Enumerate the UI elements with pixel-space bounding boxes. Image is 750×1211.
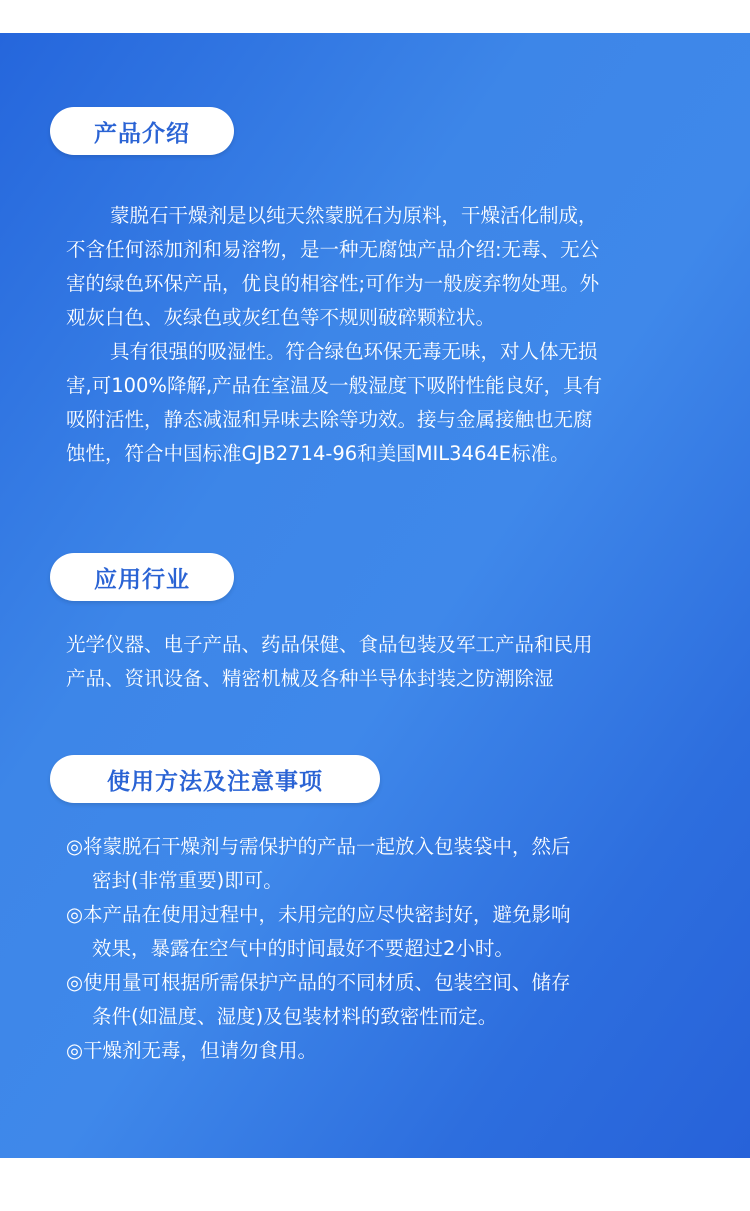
section-title-industry	[50, 553, 234, 601]
text-line: 害,可100%降解,产品在室温及一般湿度下吸附性能良好，具有	[66, 374, 603, 397]
blue-content-panel	[0, 33, 750, 1158]
section-title-product-intro	[50, 107, 234, 155]
usage-text	[66, 830, 696, 1068]
text-line: ◎本产品在使用过程中，未用完的应尽快密封好，避免影响	[66, 903, 571, 926]
text-line: ◎干燥剂无毒，但请勿食用。	[66, 1039, 318, 1062]
text-line: 蒙脱石干燥剂是以纯天然蒙脱石为原料，干燥活化制成，	[110, 204, 598, 227]
text-line: 产品、资讯设备、精密机械及各种半导体封装之防潮除湿	[66, 667, 554, 690]
text-line: 光学仪器、电子产品、药品保健、食品包装及军工产品和民用	[66, 633, 593, 656]
section-title-text: 产品介绍	[94, 120, 190, 147]
text-line: 不含任何添加剂和易溶物，是一种无腐蚀产品介绍:无毒、无公	[66, 238, 600, 261]
text-line: ◎将蒙脱石干燥剂与需保护的产品一起放入包装袋中，然后	[66, 835, 571, 858]
text-line: 效果，暴露在空气中的时间最好不要超过2小时。	[92, 937, 514, 960]
product-intro-text	[66, 199, 696, 471]
text-line: 观灰白色、灰绿色或灰红色等不规则破碎颗粒状。	[66, 306, 496, 329]
section-title-text: 应用行业	[94, 566, 190, 593]
text-line: 吸附活性，静态减湿和异味去除等功效。接与金属接触也无腐	[66, 408, 593, 431]
text-line: 具有很强的吸湿性。符合绿色环保无毒无味，对人体无损	[110, 340, 598, 363]
text-line: ◎使用量可根据所需保护产品的不同材质、包装空间、储存	[66, 971, 571, 994]
section-title-usage	[50, 755, 380, 803]
section-title-text: 使用方法及注意事项	[107, 768, 323, 795]
text-line: 条件(如温度、湿度)及包装材料的致密性而定。	[92, 1005, 498, 1028]
text-line: 害的绿色环保产品，优良的相容性;可作为一般废弃物处理。外	[66, 272, 600, 295]
text-line: 蚀性，符合中国标准GJB2714-96和美国MIL3464E标准。	[66, 442, 570, 465]
industry-text	[66, 628, 696, 696]
text-line: 密封(非常重要)即可。	[92, 869, 283, 892]
